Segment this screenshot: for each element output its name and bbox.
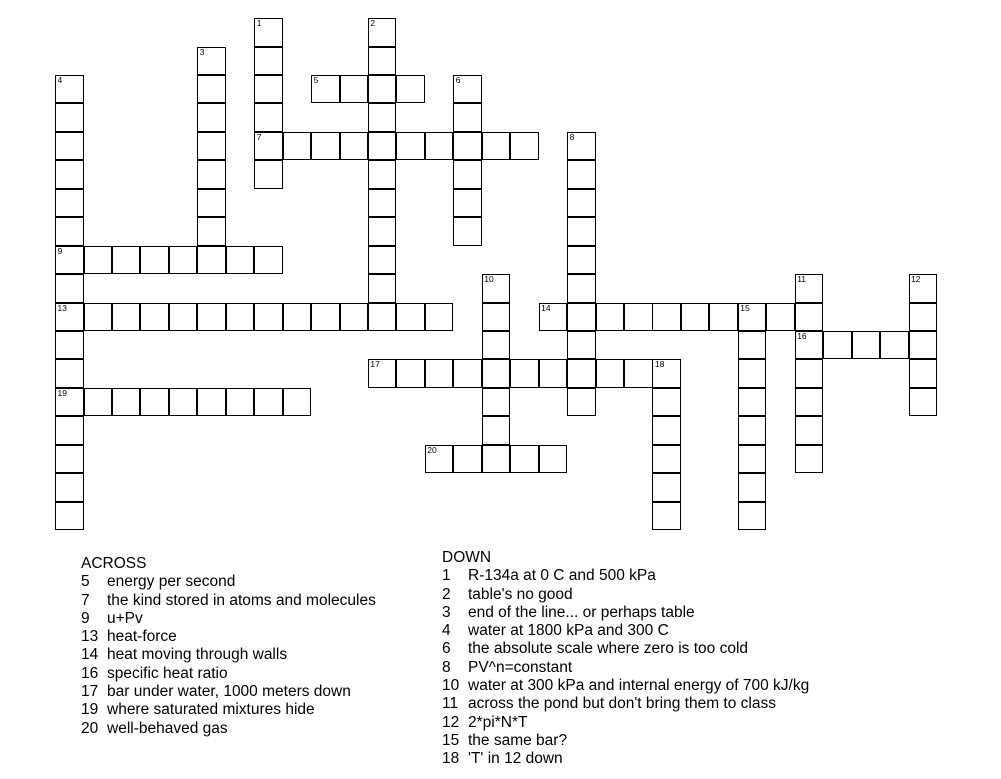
clue-number: 2 <box>442 585 451 603</box>
clue-text: table's no good <box>468 585 573 603</box>
grid-cell[interactable] <box>652 416 681 445</box>
across-clue-9 <box>81 610 376 628</box>
grid-cell[interactable] <box>197 388 226 417</box>
grid-cell[interactable] <box>197 132 226 161</box>
grid-cell[interactable] <box>681 303 710 332</box>
clue-number: 10 <box>442 677 460 695</box>
down-clue-15 <box>442 732 809 750</box>
grid-cell[interactable] <box>55 274 84 303</box>
grid-cell[interactable] <box>169 246 198 275</box>
grid-cell[interactable] <box>197 189 226 218</box>
grid-cell[interactable] <box>368 47 397 76</box>
grid-cell[interactable] <box>425 303 454 332</box>
grid-cell[interactable] <box>368 132 397 161</box>
grid-cell[interactable] <box>766 303 795 332</box>
grid-cell[interactable] <box>368 274 397 303</box>
grid-cell[interactable] <box>112 388 141 417</box>
grid-cell[interactable] <box>567 189 596 218</box>
grid-cell[interactable] <box>738 502 767 531</box>
grid-cell[interactable] <box>55 388 84 417</box>
clue-text: heat moving through walls <box>107 646 288 664</box>
grid-cell[interactable] <box>55 103 84 132</box>
down-clue-list <box>442 567 809 768</box>
clue-text: energy per second <box>107 573 236 591</box>
grid-cell[interactable] <box>254 303 283 332</box>
grid-cell[interactable] <box>254 132 283 161</box>
grid-cell[interactable] <box>197 303 226 332</box>
grid-cell[interactable] <box>482 388 511 417</box>
grid-cell[interactable] <box>453 359 482 388</box>
grid-cell[interactable] <box>909 331 938 360</box>
clue-number: 5 <box>81 573 90 591</box>
grid-cell[interactable] <box>482 132 511 161</box>
grid-cell[interactable] <box>652 445 681 474</box>
grid-cell[interactable] <box>596 359 625 388</box>
down-clue-11 <box>442 695 809 713</box>
grid-cell[interactable] <box>197 217 226 246</box>
grid-cell[interactable] <box>567 331 596 360</box>
grid-cell[interactable] <box>311 303 340 332</box>
grid-cell[interactable] <box>795 303 824 332</box>
grid-cell[interactable] <box>55 445 84 474</box>
cell-number: 19 <box>57 387 67 398</box>
grid-cell[interactable] <box>482 303 511 332</box>
grid-cell[interactable] <box>55 473 84 502</box>
clue-text: water at 300 kPa and internal energy of 700 kJ/kg <box>468 677 810 695</box>
clue-text: 'T' in 12 down <box>468 750 563 768</box>
cell-number: 10 <box>484 274 494 285</box>
grid-cell[interactable] <box>340 75 369 104</box>
grid-cell[interactable] <box>482 359 511 388</box>
grid-cell[interactable] <box>55 132 84 161</box>
clue-text: well-behaved gas <box>107 719 228 737</box>
grid-cell[interactable] <box>226 246 255 275</box>
cell-number: 16 <box>797 330 807 341</box>
grid-cell[interactable] <box>112 303 141 332</box>
grid-cell[interactable] <box>283 388 312 417</box>
down-clue-2 <box>442 586 809 604</box>
grid-cell[interactable] <box>368 217 397 246</box>
grid-cell[interactable] <box>55 246 84 275</box>
grid-cell[interactable] <box>197 75 226 104</box>
grid-cell[interactable] <box>539 303 568 332</box>
grid-cell[interactable] <box>453 189 482 218</box>
grid-cell[interactable] <box>55 217 84 246</box>
grid-cell[interactable] <box>652 303 681 332</box>
clue-text: u+Pv <box>107 609 143 627</box>
clue-number: 19 <box>81 701 99 719</box>
across-heading: ACROSS <box>81 555 147 572</box>
cell-number: 4 <box>57 74 63 85</box>
cell-number: 7 <box>256 131 262 142</box>
clue-number: 12 <box>442 713 460 731</box>
grid-cell[interactable] <box>425 445 454 474</box>
cell-number: 1 <box>256 18 262 28</box>
clue-text: the kind stored in atoms and molecules <box>107 591 376 609</box>
clue-text: the absolute scale where zero is too cold <box>468 640 749 658</box>
grid-cell[interactable] <box>482 445 511 474</box>
cell-number: 5 <box>313 74 319 85</box>
cell-number: 9 <box>57 245 63 256</box>
grid-cell[interactable] <box>567 132 596 161</box>
grid-cell[interactable] <box>254 388 283 417</box>
clue-number: 15 <box>442 731 460 749</box>
clue-number: 13 <box>81 628 99 646</box>
grid-cell[interactable] <box>880 331 909 360</box>
clue-text: water at 1800 kPa and 300 C <box>468 622 669 640</box>
clue-text: end of the line... or perhaps table <box>468 603 695 621</box>
grid-cell[interactable] <box>197 103 226 132</box>
grid-cell[interactable] <box>226 303 255 332</box>
clue-number: 4 <box>442 622 451 640</box>
grid-cell[interactable] <box>368 303 397 332</box>
grid-cell[interactable] <box>169 303 198 332</box>
grid-cell[interactable] <box>482 416 511 445</box>
cell-number: 14 <box>541 302 551 313</box>
grid-cell[interactable] <box>539 359 568 388</box>
grid-cell[interactable] <box>340 132 369 161</box>
grid-cell[interactable] <box>311 75 340 104</box>
clue-text: bar under water, 1000 meters down <box>107 683 351 701</box>
grid-cell[interactable] <box>140 303 169 332</box>
grid-cell[interactable] <box>652 359 681 388</box>
down-clue-18 <box>442 750 809 768</box>
grid-cell[interactable] <box>510 445 539 474</box>
clue-number: 1 <box>442 567 451 585</box>
grid-cell[interactable] <box>55 189 84 218</box>
clue-text: R-134a at 0 C and 500 kPa <box>468 567 656 585</box>
grid-cell[interactable] <box>254 47 283 76</box>
grid-cell[interactable] <box>567 246 596 275</box>
grid-cell[interactable] <box>795 416 824 445</box>
grid-cell[interactable] <box>453 103 482 132</box>
grid-cell[interactable] <box>84 246 113 275</box>
across-clue-13 <box>81 628 376 646</box>
grid-cell[interactable] <box>510 359 539 388</box>
cell-number: 11 <box>797 274 807 285</box>
grid-cell[interactable] <box>567 388 596 417</box>
grid-cell[interactable] <box>738 388 767 417</box>
grid-cell[interactable] <box>112 246 141 275</box>
down-clue-3 <box>442 604 809 622</box>
grid-cell[interactable] <box>482 331 511 360</box>
grid-cell[interactable] <box>738 331 767 360</box>
grid-cell[interactable] <box>738 416 767 445</box>
grid-cell[interactable] <box>652 502 681 531</box>
grid-cell[interactable] <box>340 303 369 332</box>
cell-number: 18 <box>654 359 665 370</box>
down-heading: DOWN <box>442 549 492 566</box>
grid-cell[interactable] <box>254 75 283 104</box>
across-clue-16 <box>81 665 376 683</box>
grid-cell[interactable] <box>453 445 482 474</box>
grid-cell[interactable] <box>396 75 425 104</box>
grid-cell[interactable] <box>795 274 824 303</box>
grid-cell[interactable] <box>197 47 226 76</box>
clue-number: 17 <box>81 683 99 701</box>
grid-cell[interactable] <box>368 189 397 218</box>
cell-number: 15 <box>740 302 750 313</box>
cell-number: 13 <box>57 302 67 313</box>
grid-cell[interactable] <box>311 132 340 161</box>
clue-number: 16 <box>81 664 99 682</box>
down-clues <box>442 549 809 769</box>
clue-number: 11 <box>442 695 459 713</box>
grid-cell[interactable] <box>738 445 767 474</box>
down-clue-1 <box>442 567 809 585</box>
grid-cell[interactable] <box>84 388 113 417</box>
grid-cell[interactable] <box>368 359 397 388</box>
grid-cell[interactable] <box>795 445 824 474</box>
clue-text: PV^n=constant <box>468 658 573 676</box>
grid-cell[interactable] <box>254 103 283 132</box>
grid-cell[interactable] <box>368 103 397 132</box>
down-clue-6 <box>442 640 809 658</box>
grid-cell[interactable] <box>368 18 397 47</box>
grid-cell[interactable] <box>909 359 938 388</box>
down-clue-4 <box>442 622 809 640</box>
grid-cell[interactable] <box>624 303 653 332</box>
cell-number: 17 <box>370 359 380 370</box>
grid-cell[interactable] <box>795 331 824 360</box>
cell-number: 6 <box>455 74 461 85</box>
cell-number: 3 <box>199 46 205 57</box>
grid-cell[interactable] <box>567 303 596 332</box>
grid-cell[interactable] <box>567 274 596 303</box>
cell-number: 2 <box>370 18 376 28</box>
cell-number: 8 <box>569 131 575 142</box>
grid-cell[interactable] <box>795 359 824 388</box>
grid-cell[interactable] <box>396 359 425 388</box>
grid-cell[interactable] <box>55 160 84 189</box>
clue-number: 7 <box>81 591 90 609</box>
across-clues <box>81 555 376 738</box>
grid-cell[interactable] <box>453 217 482 246</box>
cell-number: 12 <box>911 274 921 285</box>
grid-cell[interactable] <box>567 359 596 388</box>
grid-cell[interactable] <box>567 217 596 246</box>
grid-cell[interactable] <box>909 303 938 332</box>
clue-number: 14 <box>81 646 99 664</box>
clue-number: 6 <box>442 640 451 658</box>
grid-cell[interactable] <box>453 75 482 104</box>
across-clue-7 <box>81 592 376 610</box>
grid-cell[interactable] <box>909 388 938 417</box>
grid-cell[interactable] <box>652 473 681 502</box>
grid-cell[interactable] <box>254 18 283 47</box>
grid-cell[interactable] <box>738 473 767 502</box>
grid-cell[interactable] <box>283 132 312 161</box>
grid-cell[interactable] <box>55 75 84 104</box>
grid-cell[interactable] <box>453 160 482 189</box>
grid-cell[interactable] <box>852 331 881 360</box>
grid-cell[interactable] <box>169 388 198 417</box>
clue-number: 9 <box>81 609 90 627</box>
across-clue-19 <box>81 701 376 719</box>
down-clue-10 <box>442 677 809 695</box>
across-clue-list <box>81 573 376 738</box>
clue-text: across the pond but don't bring them to class <box>468 695 776 713</box>
grid-cell[interactable] <box>197 246 226 275</box>
clue-number: 8 <box>442 658 451 676</box>
across-clue-20 <box>81 720 376 738</box>
clue-text: the same bar? <box>468 731 568 749</box>
clue-text: specific heat ratio <box>107 664 228 682</box>
grid-cell[interactable] <box>396 303 425 332</box>
grid-cell[interactable] <box>368 75 397 104</box>
clue-text: heat-force <box>107 628 177 646</box>
grid-cell[interactable] <box>425 132 454 161</box>
grid-cell[interactable] <box>55 359 84 388</box>
grid-cell[interactable] <box>368 160 397 189</box>
grid-cell[interactable] <box>795 388 824 417</box>
clue-number: 18 <box>442 750 460 768</box>
grid-cell[interactable] <box>510 132 539 161</box>
grid-cell[interactable] <box>596 303 625 332</box>
grid-cell[interactable] <box>55 331 84 360</box>
clue-number: 3 <box>442 603 451 621</box>
grid-cell[interactable] <box>55 416 84 445</box>
clue-text: where saturated mixtures hide <box>107 701 315 719</box>
grid-cell[interactable] <box>140 388 169 417</box>
down-clue-12 <box>442 714 809 732</box>
grid-cell[interactable] <box>140 246 169 275</box>
grid-cell[interactable] <box>254 246 283 275</box>
grid-cell[interactable] <box>652 388 681 417</box>
grid-cell[interactable] <box>55 502 84 531</box>
across-clue-14 <box>81 646 376 664</box>
grid-cell[interactable] <box>197 160 226 189</box>
clue-number: 20 <box>81 719 99 737</box>
grid-cell[interactable] <box>482 274 511 303</box>
grid-cell[interactable] <box>909 274 938 303</box>
down-clue-8 <box>442 659 809 677</box>
grid-cell[interactable] <box>396 132 425 161</box>
grid-cell[interactable] <box>567 160 596 189</box>
grid-cell[interactable] <box>84 303 113 332</box>
grid-cell[interactable] <box>254 160 283 189</box>
cell-number: 20 <box>427 444 437 455</box>
grid-cell[interactable] <box>738 359 767 388</box>
grid-cell[interactable] <box>55 303 84 332</box>
grid-cell[interactable] <box>368 246 397 275</box>
across-clue-5 <box>81 573 376 591</box>
grid-cell[interactable] <box>624 359 653 388</box>
grid-cell[interactable] <box>453 132 482 161</box>
grid-cell[interactable] <box>823 331 852 360</box>
grid-cell[interactable] <box>709 303 738 332</box>
grid-cell[interactable] <box>226 388 255 417</box>
grid-cell[interactable] <box>738 303 767 332</box>
grid-cell[interactable] <box>539 445 568 474</box>
clue-text: 2*pi*N*T <box>468 713 528 731</box>
grid-cell[interactable] <box>425 359 454 388</box>
grid-cell[interactable] <box>283 303 312 332</box>
across-clue-17 <box>81 683 376 701</box>
